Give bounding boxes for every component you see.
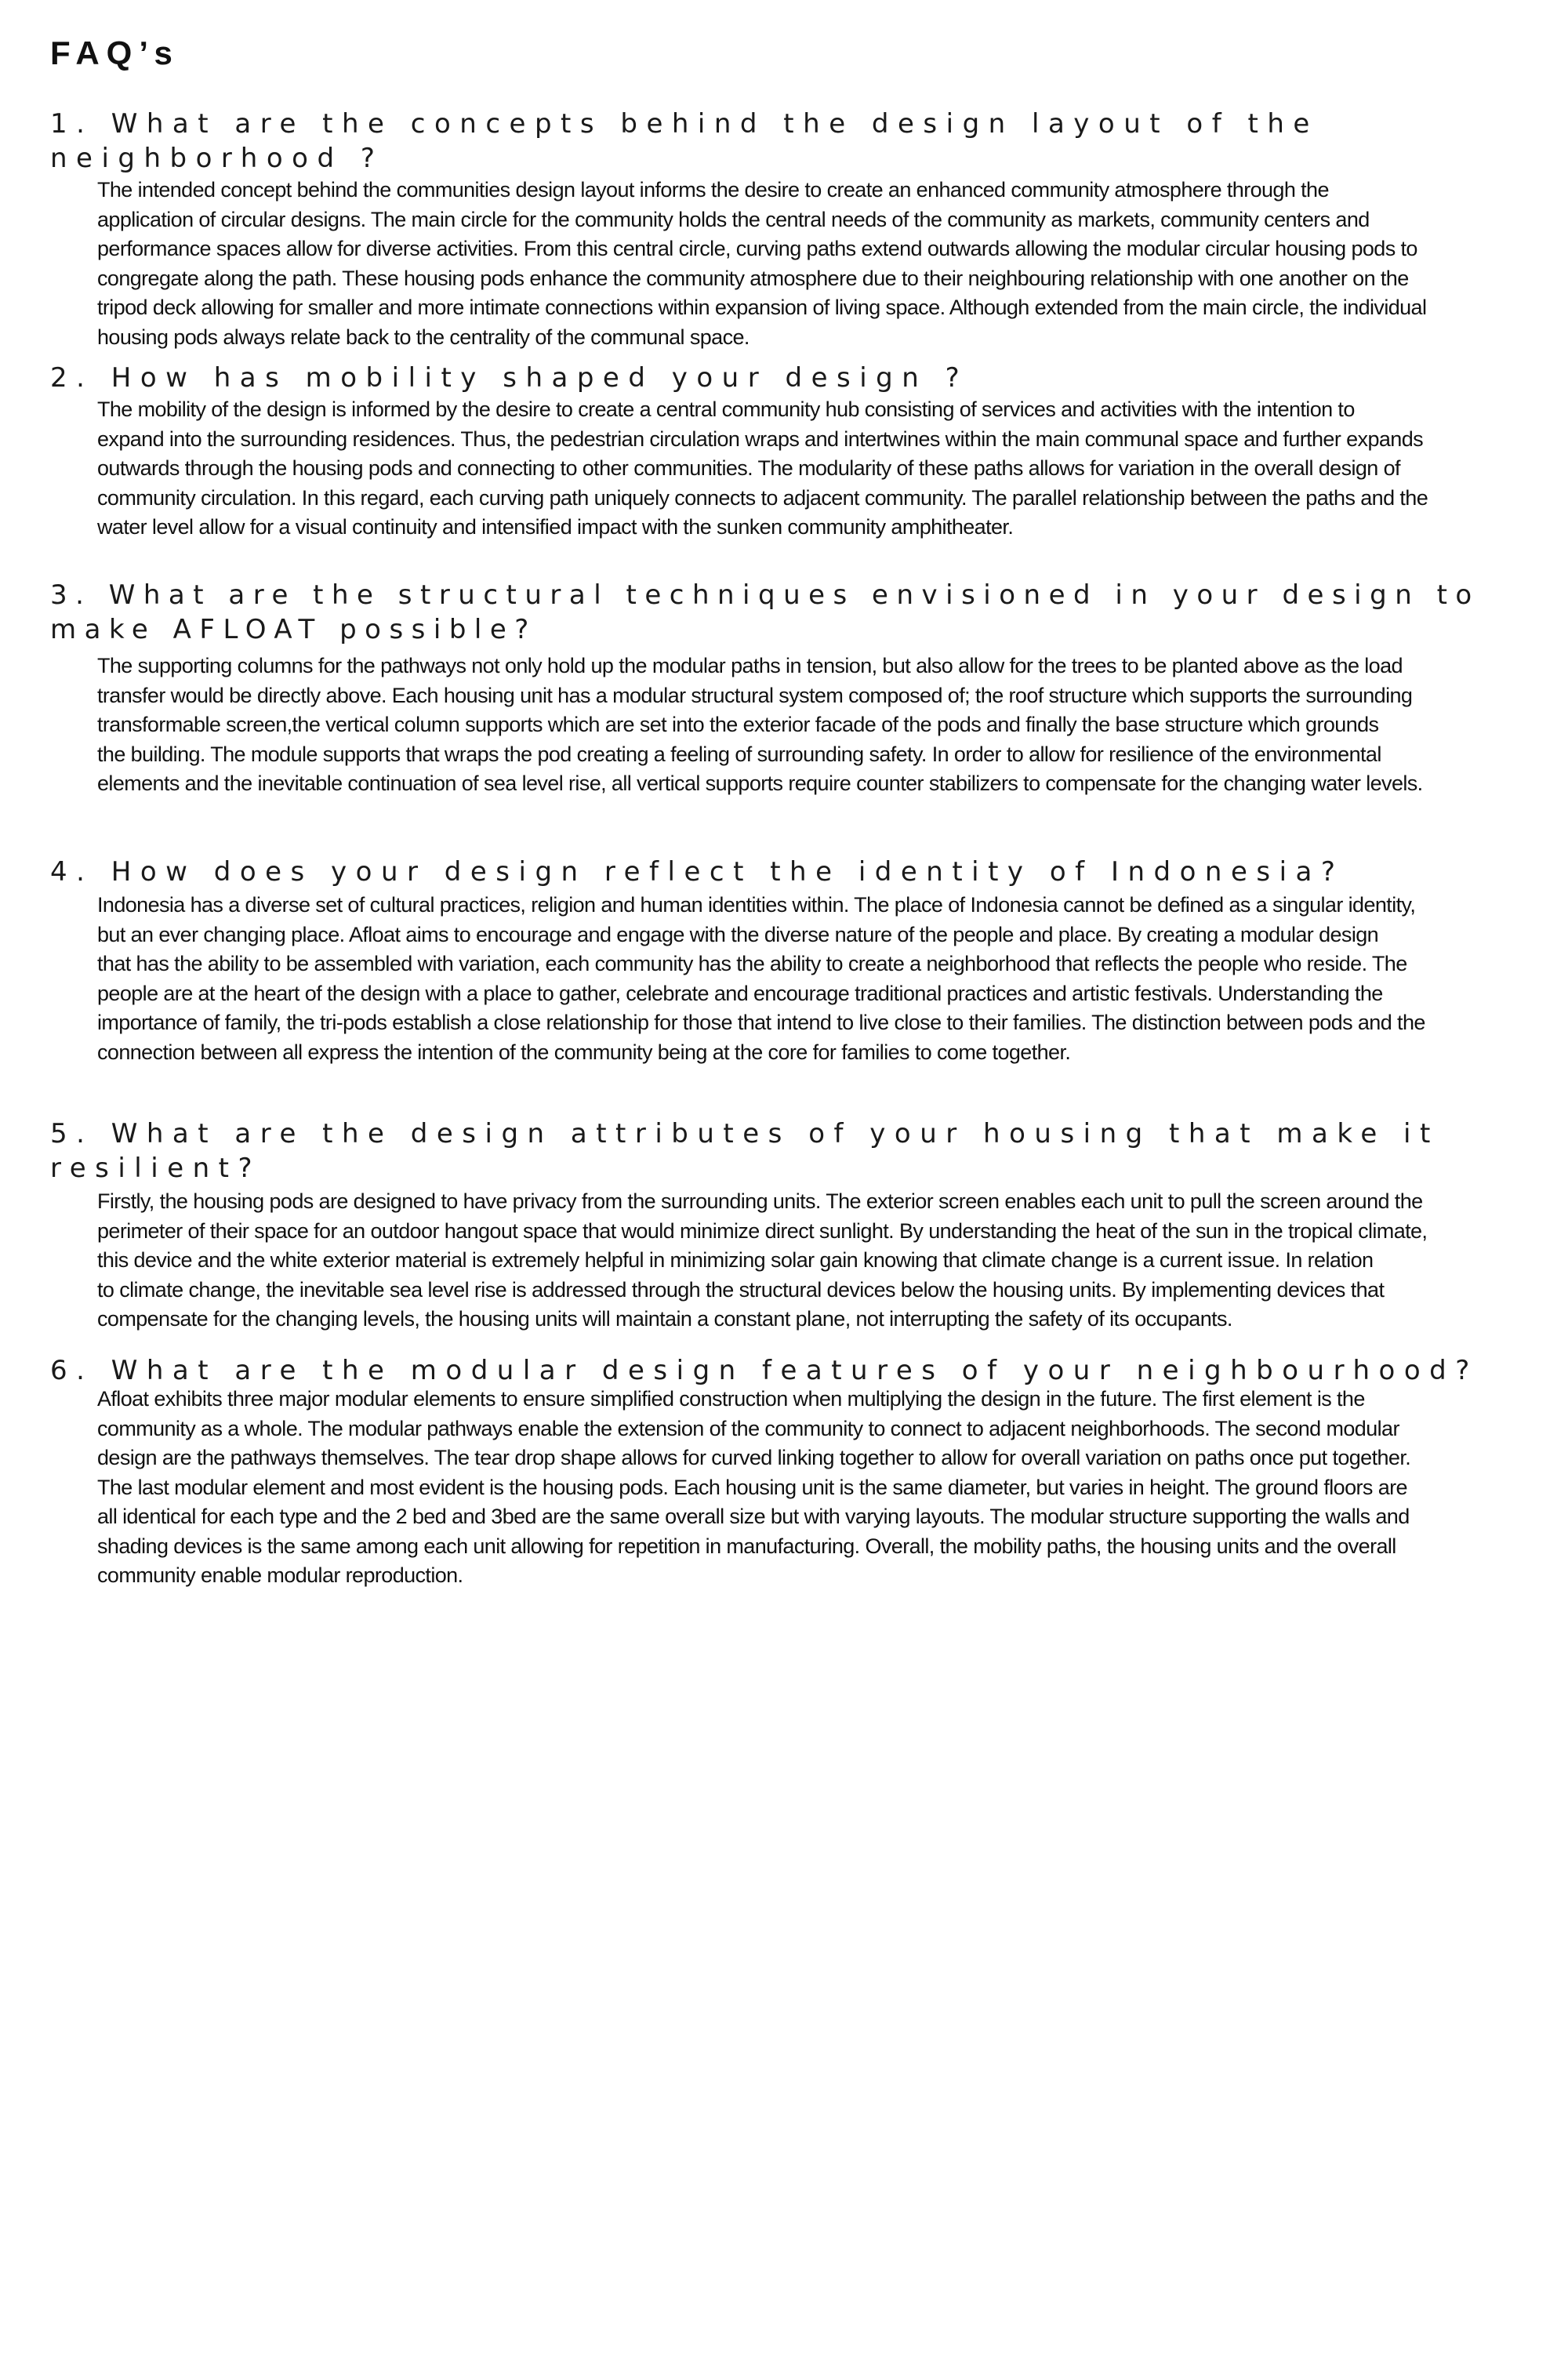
- answer-line: performance spaces allow for diverse activities. From this central circle, curving paths extend outwards allowing the modular circular housing pods to: [97, 237, 1417, 260]
- answer-line: that has the ability to be assembled with variation, each community has the ability to create a neighborhood that reflects the people who reside. The: [97, 952, 1407, 975]
- answer-line: application of circular designs. The main circle for the community holds the central needs of the community as markets, community centers and: [97, 207, 1370, 231]
- answer-line: compensate for the changing levels, the housing units will maintain a constant plane, not interrupting the safety of its occupants.: [97, 1307, 1232, 1331]
- answer-line: perimeter of their space for an outdoor hangout space that would minimize direct sunlight. By understanding the heat of the sun in the tropical climate,: [97, 1218, 1428, 1243]
- answer-line: to climate change, the inevitable sea level rise is addressed through the structural devices below the housing units. By implementing devices that: [97, 1277, 1385, 1302]
- faq-answer: [0, 176, 1513, 352]
- answer-line: The supporting columns for the pathways not only hold up the modular paths in tension, but also allow for the trees to be planted above as the load: [97, 654, 1403, 677]
- answer-line: elements and the inevitable continuation of sea level rise, all vertical supports require counter stabilizers to compensate for the changing water levels.: [97, 772, 1423, 795]
- answer-line: connection between all express the intention of the community being at the core for families to come together.: [97, 1040, 1071, 1064]
- answer-line: water level allow for a visual continuity and intensified impact with the sunken community amphitheater.: [97, 515, 1014, 539]
- faq-answer: [0, 395, 1513, 543]
- faq-answer: [0, 652, 1513, 799]
- faq-item-1: [0, 107, 1568, 352]
- page-title: FAQ’s: [50, 34, 180, 71]
- answer-line: outwards through the housing pods and connecting to other communities. The modularity of these paths allows for variation in the overall design of: [97, 456, 1400, 480]
- answer-line: community as a whole. The modular pathways enable the extension of the community to connect to adjacent neighborhoods. The second modular: [97, 1416, 1399, 1440]
- answer-line: housing pods always relate back to the centrality of the communal space.: [97, 325, 750, 349]
- answer-line: but an ever changing place. Afloat aims to encourage and engage with the diverse nature of the people and place. By creating a modular design: [97, 922, 1379, 946]
- answer-line: people are at the heart of the design with a place to gather, celebrate and encourage traditional practices and artistic festivals. Understanding the: [97, 981, 1383, 1005]
- answer-line: Afloat exhibits three major modular elements to ensure simplified construction when multiplying the design in the future. The first element is the: [97, 1387, 1365, 1411]
- answer-line: expand into the surrounding residences. Thus, the pedestrian circulation wraps and intertwines within the main communal space and further expands: [97, 427, 1424, 451]
- faq-question: 1. What are the concepts behind the design layout of the neighborhood ?: [50, 108, 1319, 174]
- answer-line: transformable screen,the vertical column supports which are set into the exterior facade of the pods and finally the base structure which grounds: [97, 713, 1379, 736]
- answer-line: The intended concept behind the communities design layout informs the desire to create an enhanced community atmosphere through the: [97, 178, 1329, 202]
- answer-line: importance of family, the tri-pods establish a close relationship for those that intend to live close to their families. The distinction between pods and the: [97, 1011, 1425, 1034]
- answer-line: The last modular element and most evident is the housing pods. Each housing unit is the same diameter, but varies in height. The ground floors are: [97, 1475, 1407, 1499]
- faq-question: 3. What are the structural techniques envisioned in your design to make AFLOAT possible?: [50, 579, 1480, 645]
- faq-item-3: [0, 578, 1568, 799]
- answer-line: tripod deck allowing for smaller and more intimate connections within expansion of living space. Although extended from the main circle, the individual: [97, 296, 1427, 319]
- answer-line: Firstly, the housing pods are designed to have privacy from the surrounding units. The exterior screen enables each unit to pull the screen around the: [97, 1189, 1423, 1213]
- faq-answer: [0, 891, 1513, 1067]
- faq-item-2: [0, 361, 1568, 543]
- answer-line: Indonesia has a diverse set of cultural practices, religion and human identities within. The place of Indonesia cannot be defined as a singular identity,: [97, 893, 1416, 917]
- answer-line: the building. The module supports that wraps the pod creating a feeling of surrounding safety. In order to allow for resilience of the environmental: [97, 742, 1381, 766]
- faq-answer: [0, 1187, 1513, 1334]
- faq-item-4: [0, 855, 1568, 1067]
- faq-question: 5. What are the design attributes of your housing that make it resilient?: [50, 1118, 1439, 1184]
- answer-line: this device and the white exterior material is extremely helpful in minimizing solar gain knowing that climate change is a current issue. In relation: [97, 1248, 1374, 1272]
- faq-item-5: [0, 1117, 1568, 1334]
- answer-line: congregate along the path. These housing pods enhance the community atmosphere due to their neighbouring relationship with one another on the: [97, 266, 1409, 290]
- faq-question: 4. How does your design reflect the identity of Indonesia?: [50, 856, 1345, 888]
- faq-question: 2. How has mobility shaped your design ?: [50, 362, 969, 394]
- answer-line: The mobility of the design is informed by the desire to create a central community hub consisting of services and activities with the intention to: [97, 398, 1355, 421]
- faq-question: 6. What are the modular design features of your neighbourhood?: [50, 1355, 1479, 1386]
- answer-line: all identical for each type and the 2 bed and 3bed are the same overall size but with varying layouts. The modular structure supporting the walls and: [97, 1505, 1410, 1528]
- answer-line: community enable modular reproduction.: [97, 1563, 463, 1587]
- answer-line: transfer would be directly above. Each housing unit has a modular structural system composed of; the roof structure which supports the surrounding: [97, 683, 1413, 707]
- answer-line: community circulation. In this regard, each curving path uniquely connects to adjacent community. The parallel relationship between the paths and the: [97, 485, 1428, 510]
- answer-line: shading devices is the same among each unit allowing for repetition in manufacturing. Overall, the mobility paths, the housing units and the overall: [97, 1534, 1396, 1558]
- faq-answer: [0, 1385, 1513, 1591]
- faq-item-6: [0, 1353, 1568, 1591]
- answer-line: design are the pathways themselves. The tear drop shape allows for curved linking together to allow for overall variation on paths once put together.: [97, 1446, 1411, 1469]
